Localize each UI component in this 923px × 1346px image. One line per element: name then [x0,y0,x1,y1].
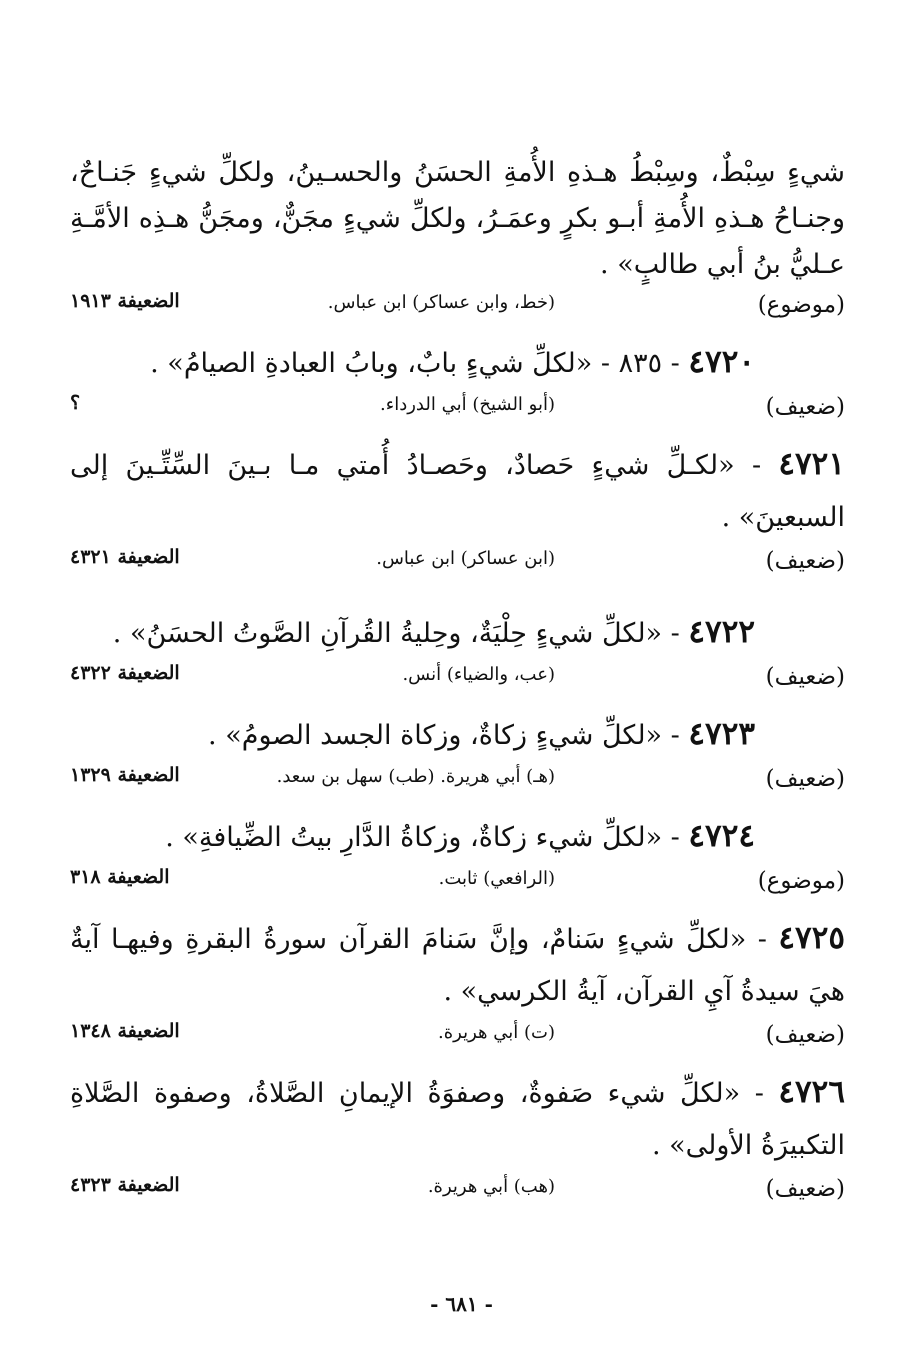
hadith-4725-grade-line [70,1018,845,1066]
hadith-text: - «لكلِّ شيءٍ سَنامٌ، وإنَّ سَنامَ القرآن سورةُ البقرةِ وفيهـا آيةٌ هيَ سيدةُ آيِ القرآن، آيةُ الكرسي» . [70,924,845,1007]
reference-text: الضعيفة ١٣٤٨ [70,1020,180,1042]
hadith-number: ٤٧٢٢ [688,614,755,650]
hadith-4720-grade-line [70,390,845,438]
grade-label: (ضعيف) [765,394,845,420]
hadith-4726 [70,1066,845,1172]
grade-label: (ضعيف) [765,1176,845,1202]
hadith-number: ٤٧٢٣ [688,716,755,752]
grade-label: (ضعيف) [765,664,845,690]
hadith-4724 [70,810,845,864]
hadith-number: ٤٧٢٥ [778,920,845,956]
hadith-4721-grade-line [70,544,845,592]
hadith-text: - «لكلِّ شيء صَفوةٌ، وصفوَةُ الإيمانِ الصَّلاةُ، وصفوة الصَّلاةِ التكبيرَةُ الأولى» . [70,1078,845,1161]
grade-label: (ضعيف) [765,1022,845,1048]
source-text: (ابن عساكر) ابن عباس. [376,548,555,569]
source-text: (هب) أبي هريرة. [427,1176,555,1197]
hadith-number: ٤٧٢٤ [688,818,755,854]
hadith-text: - «لكلِّ شيءٍ زكاةٌ، وزكاة الجسد الصومُ» . [208,720,680,751]
hadith-text: - ٨٣٥ - «لكلِّ شيءٍ بابٌ، وبابُ العبادةِ الصيامُ» . [150,348,680,379]
page-content [70,150,845,1220]
page-number: - ٦٨١ - [430,1292,493,1316]
hadith-4723 [70,708,845,762]
hadith-4720 [70,336,845,390]
grade-label: (موضوع) [757,292,845,318]
continuation-paragraph: شيءٍ سِبْطٌ، وسِبْطُ هـذهِ الأُمةِ الحسَنُ والحسـينُ، ولكلِّ شيءٍ جَنـاحٌ، وجنـاحُ هـذهِ الأُمةِ أبـو بكرٍ وعمَـرُ، ولكلِّ شيءٍ مجَنٌّ، ومجَنُّ هـذِه الأمَّـةِ عـليُّ بنُ أبي طالبٍ» . [70,157,845,280]
source-text: (خط، وابن عساكر) ابن عباس. [327,292,555,313]
hadith-number: ٤٧٢٦ [778,1074,845,1110]
hadith-4724-grade-line [70,864,845,912]
hadith-number: ٤٧٢١ [778,446,845,482]
hadith-4723-grade-line [70,762,845,810]
hadith-4721 [70,438,845,544]
reference-text: ؟ [70,392,81,414]
reference-text: الضعيفة ١٩١٣ [70,290,180,312]
reference-text: الضعيفة ١٣٢٩ [70,764,180,786]
grade-label: (ضعيف) [765,766,845,792]
source-text: (عب، والضياء) أنس. [402,664,555,685]
hadith-4722 [70,606,845,660]
grade-label: (موضوع) [757,868,845,894]
hadith-4726-grade-line [70,1172,845,1220]
source-text: (ت) أبي هريرة. [438,1022,555,1043]
hadith-text: - «لكلِّ شيء زكاةٌ، وزكاةُ الدَّارِ بيتُ الضِّيافةِ» . [165,822,680,853]
reference-text: الضعيفة ٤٣٢١ [70,546,180,568]
hadith-4722-grade-line [70,660,845,708]
grade-label: (ضعيف) [765,548,845,574]
source-text: (أبو الشيخ) أبي الدرداء. [380,394,555,415]
hadith-text: - «لكـلِّ شيءٍ حَصادٌ، وحَصـادُ أُمتي مـا بـينَ السِّتِّـينَ إلى السبعينَ» . [70,450,845,533]
source-text: (الرافعي) ثابت. [438,868,555,889]
source-text: (هـ) أبي هريرة. (طب) سهل بن سعد. [276,766,555,787]
hadith-4725 [70,912,845,1018]
hadith-text: - «لكلِّ شيءٍ حِلْيَةٌ، وحِليةُ القُرآنِ الصَّوتُ الحسَنُ» . [112,618,680,649]
continuation-grade-line [70,288,845,336]
reference-text: الضعيفة ٤٣٢٢ [70,662,180,684]
reference-text: الضعيفة ٤٣٢٣ [70,1174,180,1196]
reference-text: الضعيفة ٣١٨ [70,866,170,888]
hadith-number: ٤٧٢٠ [688,344,755,380]
